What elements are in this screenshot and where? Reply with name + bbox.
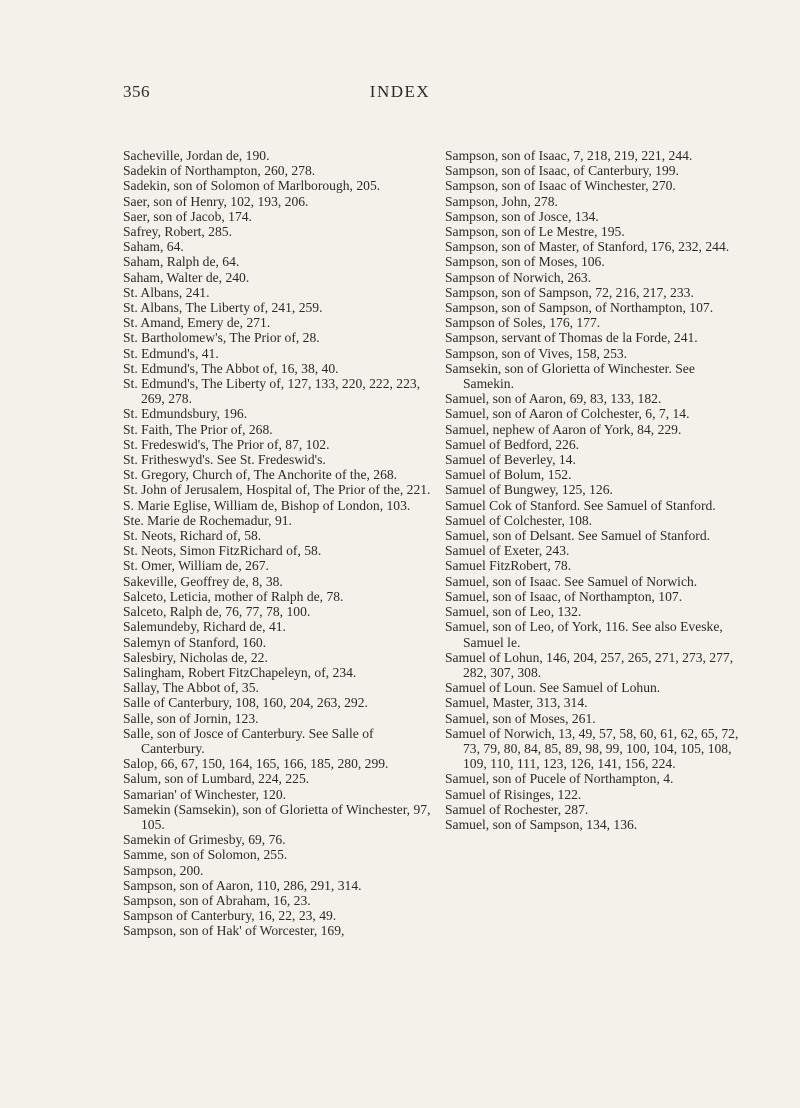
index-entry: Saham, Ralph de, 64.	[123, 254, 240, 270]
index-entry: Sampson, son of Isaac, 7, 218, 219, 221, 244.	[445, 148, 693, 163]
index-entry: Samuel, son of Pucele of Northampton, 4.	[445, 771, 674, 787]
index-entry: Samuel Cok of Stanford. See Samuel of Stanford.	[445, 497, 716, 513]
index-entry: Samuel, son of Aaron of Colchester, 6, 7, 14.	[445, 406, 690, 422]
index-entry: Sampson, son of Isaac of Winchester, 270.	[445, 178, 676, 194]
index-entry: St. Albans, 241.	[123, 284, 210, 300]
index-entry: Salle, son of Jornin, 123.	[123, 710, 259, 726]
index-entry: St. Omer, William de, 267.	[123, 558, 269, 574]
index-entry: St. Amand, Emery de, 271.	[123, 315, 271, 331]
index-entry: Sallay, The Abbot of, 35.	[123, 680, 259, 696]
index-entry: Samuel, son of Aaron, 69, 83, 133, 182.	[445, 391, 662, 407]
index-entry: Ste. Marie de Rochemadur, 91.	[123, 512, 292, 528]
index-entry: Saham, 64.	[123, 239, 184, 255]
index-entry: Sampson, servant of Thomas de la Forde, 241.	[445, 330, 698, 346]
index-entry: S. Marie Eglise, William de, Bishop of London, 103.	[123, 497, 411, 513]
index-entry: Salingham, Robert FitzChapeleyn, of, 234.	[123, 664, 357, 680]
index-entry: Safrey, Robert, 285.	[123, 224, 232, 240]
index-column-left	[123, 148, 433, 939]
index-entry: Samuel of Bungwey, 125, 126.	[445, 482, 613, 498]
index-entry: St. Neots, Simon FitzRichard of, 58.	[123, 543, 322, 559]
index-entry: Samekin (Samsekin), son of Glorietta of Winchester, 97, 105.	[123, 801, 431, 832]
index-entry: Salle, son of Josce of Canterbury. See Salle of Canterbury.	[123, 725, 374, 756]
index-entry: Samarian' of Winchester, 120.	[123, 786, 287, 802]
index-entry: Samuel, nephew of Aaron of York, 84, 229.	[445, 421, 682, 437]
index-entry: Sampson, son of Hak' of Worcester, 169,	[123, 923, 345, 939]
index-entry: Samuel of Beverley, 14.	[445, 452, 576, 468]
index-entry: Samuel of Colchester, 108.	[445, 512, 593, 528]
index-entry: Sacheville, Jordan de, 190.	[123, 148, 270, 163]
index-entry: Sampson of Norwich, 263.	[445, 269, 592, 285]
index-entry: Samuel of Exeter, 243.	[445, 543, 570, 559]
index-entry: Salle of Canterbury, 108, 160, 204, 263, 292.	[123, 695, 368, 711]
index-entry: Salceto, Ralph de, 76, 77, 78, 100.	[123, 604, 311, 620]
index-entry: Sampson, son of Sampson, of Northampton, 107.	[445, 300, 714, 316]
index-entry: Sampson, son of Abraham, 16, 23.	[123, 892, 311, 908]
index-entry: St. Edmund's, 41.	[123, 345, 219, 361]
index-entry: Samsekin, son of Glorietta of Winchester. See Samekin.	[445, 360, 695, 392]
index-entry: Samuel FitzRobert, 78.	[445, 558, 572, 574]
index-entry: Samuel of Bolum, 152.	[445, 467, 572, 483]
index-entry: Samuel, son of Isaac, of Northampton, 107.	[445, 588, 683, 604]
index-entry: Samme, son of Solomon, 255.	[123, 847, 288, 863]
index-entry: Sampson, son of Master, of Stanford, 176, 232, 244.	[445, 239, 730, 255]
index-entry: St. Gregory, Church of, The Anchorite of the, 268.	[123, 467, 398, 483]
index-entry: Samuel of Rochester, 287.	[445, 801, 589, 817]
index-entry: Sampson, son of Josce, 134.	[445, 208, 599, 224]
index-entry: Sadekin of Northampton, 260, 278.	[123, 163, 316, 179]
index-entry: Sampson, son of Aaron, 110, 286, 291, 314.	[123, 877, 362, 893]
index-entry: St. Bartholomew's, The Prior of, 28.	[123, 330, 320, 346]
index-entry: St. Edmundsbury, 196.	[123, 406, 248, 422]
index-entry: Salemundeby, Richard de, 41.	[123, 619, 286, 635]
index-entry: Samuel, son of Delsant. See Samuel of Stanford.	[445, 528, 711, 544]
index-entry: Samuel of Lohun, 146, 204, 257, 265, 271, 273, 277, 282, 307, 308.	[445, 649, 734, 680]
index-entry: St. Fredeswid's, The Prior of, 87, 102.	[123, 436, 330, 452]
index-entry: Salceto, Leticia, mother of Ralph de, 78.	[123, 588, 344, 604]
index-entry: Samuel of Risinges, 122.	[445, 786, 582, 802]
index-entry: Salesbiry, Nicholas de, 22.	[123, 649, 268, 665]
index-column-right	[445, 148, 745, 832]
index-entry: St. Faith, The Prior of, 268.	[123, 421, 273, 437]
index-entry: Saer, son of Henry, 102, 193, 206.	[123, 193, 309, 209]
index-entry: Salum, son of Lumbard, 224, 225.	[123, 771, 310, 787]
index-entry: Sampson, son of Moses, 106.	[445, 254, 605, 270]
index-entry: Sampson, John, 278.	[445, 193, 558, 209]
index-entry: Salop, 66, 67, 150, 164, 165, 166, 185, 280, 299.	[123, 756, 389, 772]
index-entry: Saer, son of Jacob, 174.	[123, 208, 252, 224]
index-entry: Samuel, son of Isaac. See Samuel of Norwich.	[445, 573, 698, 589]
index-entry: Samuel, Master, 313, 314.	[445, 695, 588, 711]
running-title: INDEX	[369, 82, 431, 101]
index-entry: Samuel, son of Moses, 261.	[445, 710, 596, 726]
index-entry: Samuel, son of Leo, of York, 116. See also Eveske, Samuel le.	[445, 619, 723, 650]
index-entry: Samuel, son of Sampson, 134, 136.	[445, 816, 638, 832]
index-entry: Sakeville, Geoffrey de, 8, 38.	[123, 573, 283, 589]
index-entry: Samuel, son of Leo, 132.	[445, 604, 582, 620]
index-entry: Saham, Walter de, 240.	[123, 269, 250, 285]
index-entry: Salemyn of Stanford, 160.	[123, 634, 267, 650]
index-entry: Sampson of Soles, 176, 177.	[445, 315, 601, 331]
index-entry: Sampson, 200.	[123, 862, 204, 878]
index-entry: Samuel of Bedford, 226.	[445, 436, 580, 452]
index-entry: St. Edmund's, The Abbot of, 16, 38, 40.	[123, 360, 339, 376]
index-entry: Sampson of Canterbury, 16, 22, 23, 49.	[123, 908, 337, 924]
page-number: 356	[123, 82, 150, 101]
index-entry: Sampson, son of Isaac, of Canterbury, 199.	[445, 163, 679, 179]
index-entry: St. Albans, The Liberty of, 241, 259.	[123, 300, 323, 316]
index-entry: Samuel of Norwich, 13, 49, 57, 58, 60, 61, 62, 65, 72, 73, 79, 80, 84, 85, 89, 98, 99, 100, 104, 105, 108, 109, 110, 111, 123, 126, 141, 156, 224.	[445, 725, 739, 772]
index-entry: Sampson, son of Vives, 158, 253.	[445, 345, 628, 361]
index-entry: Sampson, son of Le Mestre, 195.	[445, 224, 625, 240]
index-entry: Sampson, son of Sampson, 72, 216, 217, 233.	[445, 284, 694, 300]
index-entry: St. Edmund's, The Liberty of, 127, 133, 220, 222, 223, 269, 278.	[123, 376, 421, 407]
index-entry: St. Neots, Richard of, 58.	[123, 528, 262, 544]
index-entry: Samuel of Loun. See Samuel of Lohun.	[445, 680, 661, 696]
page-header	[0, 82, 800, 104]
index-entry: St. Fritheswyd's. See St. Fredeswid's.	[123, 452, 326, 468]
index-entry: St. John of Jerusalem, Hospital of, The Prior of the, 221.	[123, 482, 431, 498]
index-entry: Samekin of Grimesby, 69, 76.	[123, 832, 286, 848]
index-entry: Sadekin, son of Solomon of Marlborough, 205.	[123, 178, 381, 194]
